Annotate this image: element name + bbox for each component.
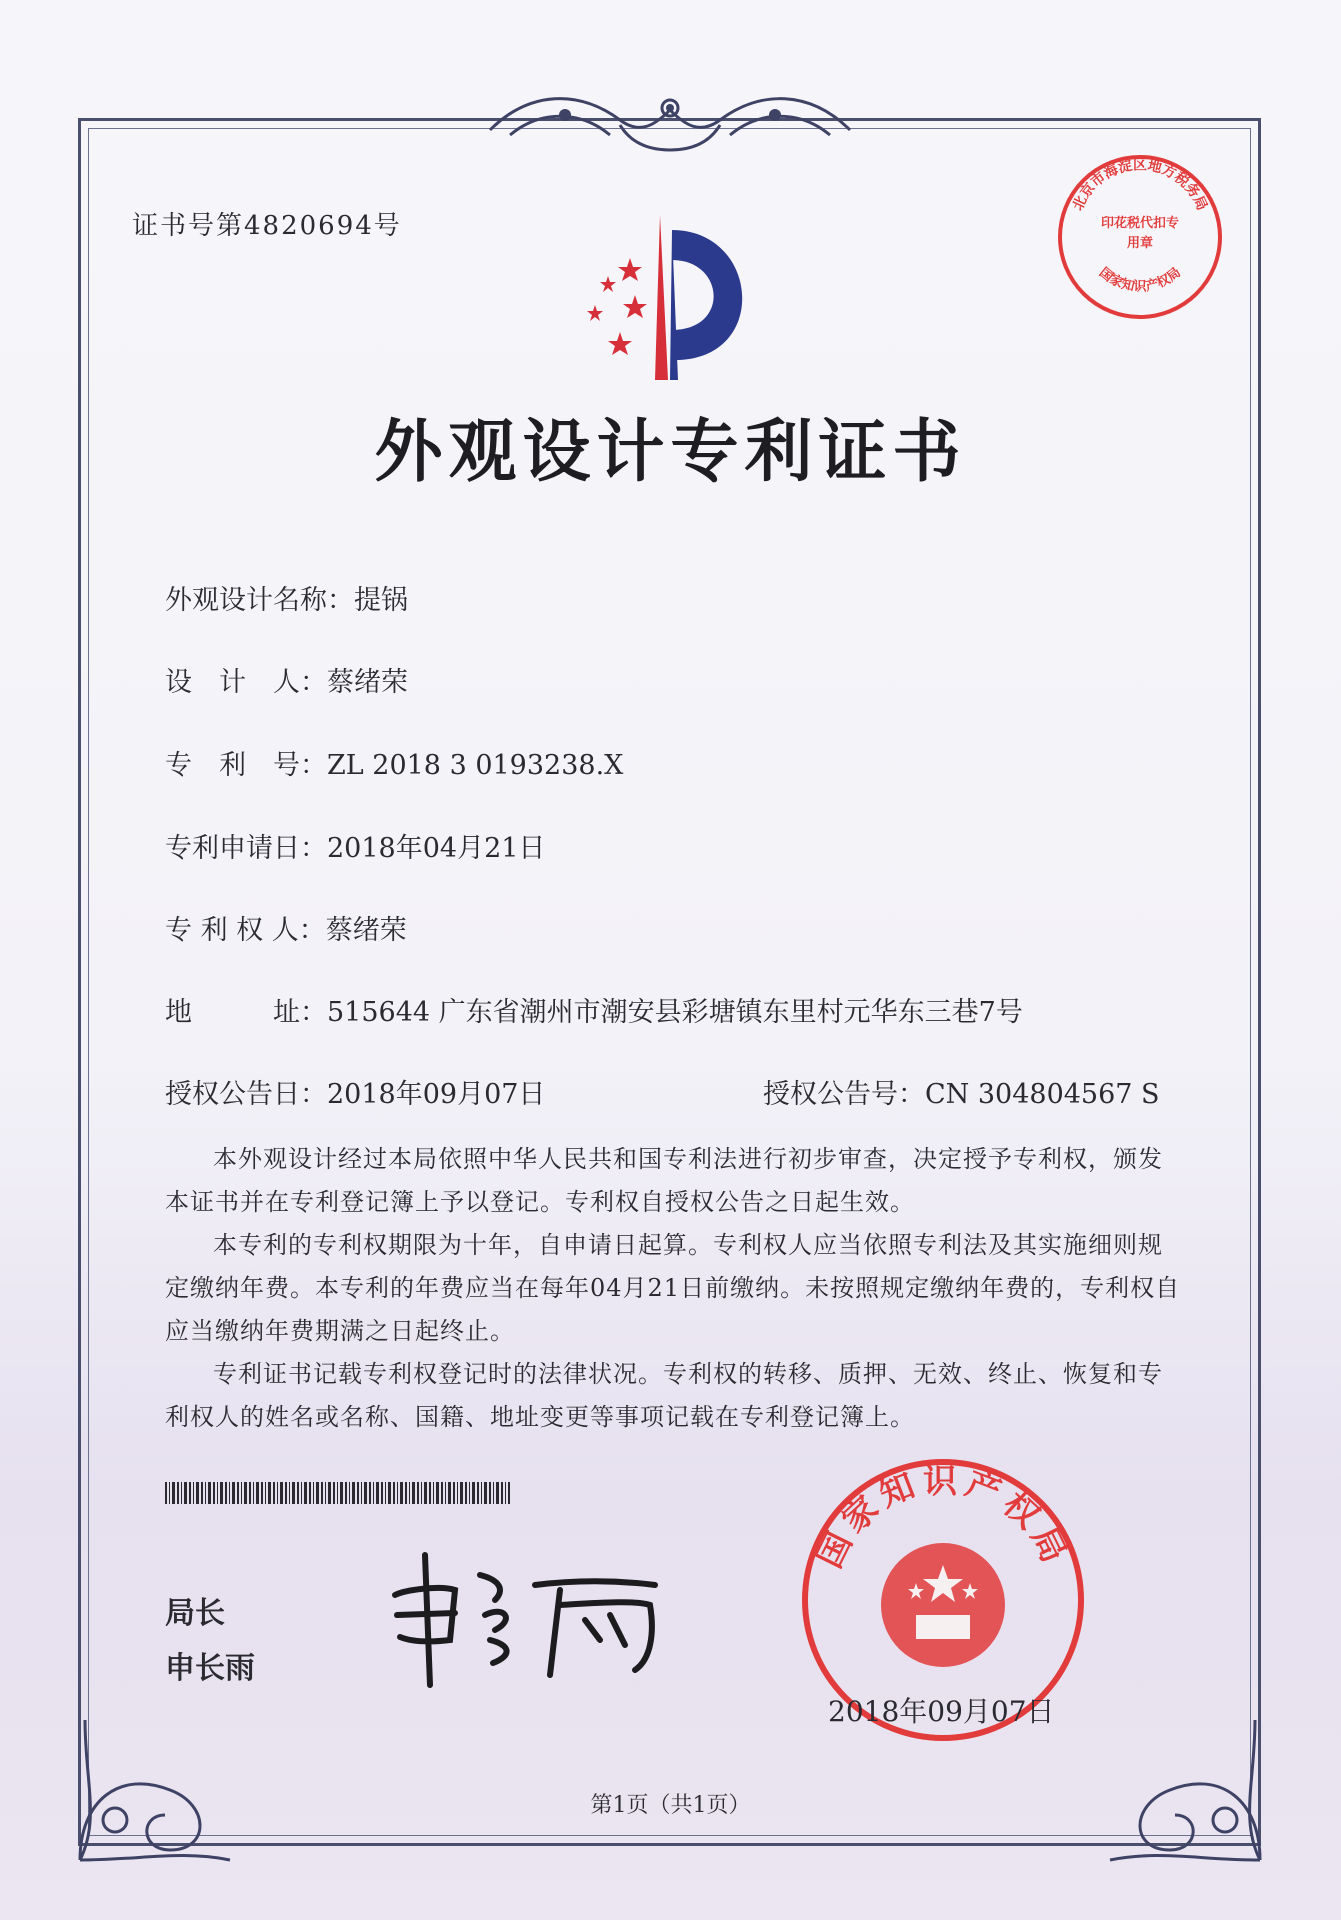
seal-date: 2018年09月07日 [828,1695,1055,1728]
seal-small-bottom: 国家知识产权局 [1096,265,1184,295]
grant-number-row [763,1072,1160,1111]
grant-number-label: 授权公告号： [763,1079,925,1110]
design-name-row [165,578,408,617]
paragraph: 本专利的专利权期限为十年，自申请日起算。专利权人应当依照专利法及其实施细则规定缴纳年费。本专利的年费应当在每年04月21日前缴纳。未按照规定缴纳年费的，专利权自应当缴纳年费期满之日起终止。 [165,1231,1181,1345]
patentee-label: 专 利 权 人： [165,915,326,946]
patentee-value: 蔡绪荣 [325,915,407,946]
barcode [165,1482,510,1504]
grant-date-label: 授权公告日： [165,1079,327,1110]
seal-text: 国家知识产权局 [809,1461,1077,1575]
address-value: 515644 广东省潮州市潮安县彩塘镇东里村元华东三巷7号 [327,997,1023,1028]
certificate-title: 外观设计专利证书 [374,413,967,492]
seal-small-outer: 北京市海淀区地方税务局 [1070,157,1210,214]
address-label: 地 址： [165,997,327,1028]
designer-label: 设 计 人： [165,667,327,698]
patentee-row [165,908,407,947]
designer-value: 蔡绪荣 [327,667,408,698]
patent-number-row [165,743,623,782]
grant-number-value: CN 304804567 S [925,1079,1160,1110]
patent-number-value: ZL 2018 3 0193238.X [327,750,624,781]
top-ornament [470,80,870,160]
address-row [165,990,1023,1029]
director-signature [385,1545,675,1695]
patent-number-label: 专 利 号： [165,750,327,781]
body-text [165,1138,1185,1439]
paragraph: 本外观设计经过本局依照中华人民共和国专利法进行初步审查，决定授予专利权，颁发本证书并在专利登记簿上予以登记。专利权自授权公告之日起生效。 [165,1145,1163,1216]
filing-date-label: 专利申请日： [165,833,327,864]
page-footer: 第1页（共1页） [590,1793,751,1818]
grant-date-row [165,1072,545,1111]
svg-text:北京市海淀区地方税务局 [1070,157,1210,213]
stamp-duty-seal [1055,152,1225,322]
paragraph: 专利证书记载专利权登记时的法律状况。专利权的转移、质押、无效、终止、恢复和专利权人的姓名或名称、国籍、地址变更等事项记载在专利登记簿上。 [165,1360,1163,1431]
design-name-label: 外观设计名称： [165,585,354,616]
director-name: 申长雨 [165,1651,255,1686]
svg-text:国家知识产权局 [1096,264,1184,294]
filing-date-row [165,826,545,865]
certificate-number: 证书号第4820694号 [132,211,402,241]
filing-date-value: 2018年04月21日 [327,833,546,864]
grant-date-value: 2018年09月07日 [327,1079,546,1110]
designer-row [165,660,408,699]
director-title: 局长 [165,1596,225,1631]
patent-office-emblem-icon [560,210,780,385]
seal-small-inner: 印花税代扣专用章 [1100,216,1179,251]
design-name-value: 提锅 [354,585,408,616]
